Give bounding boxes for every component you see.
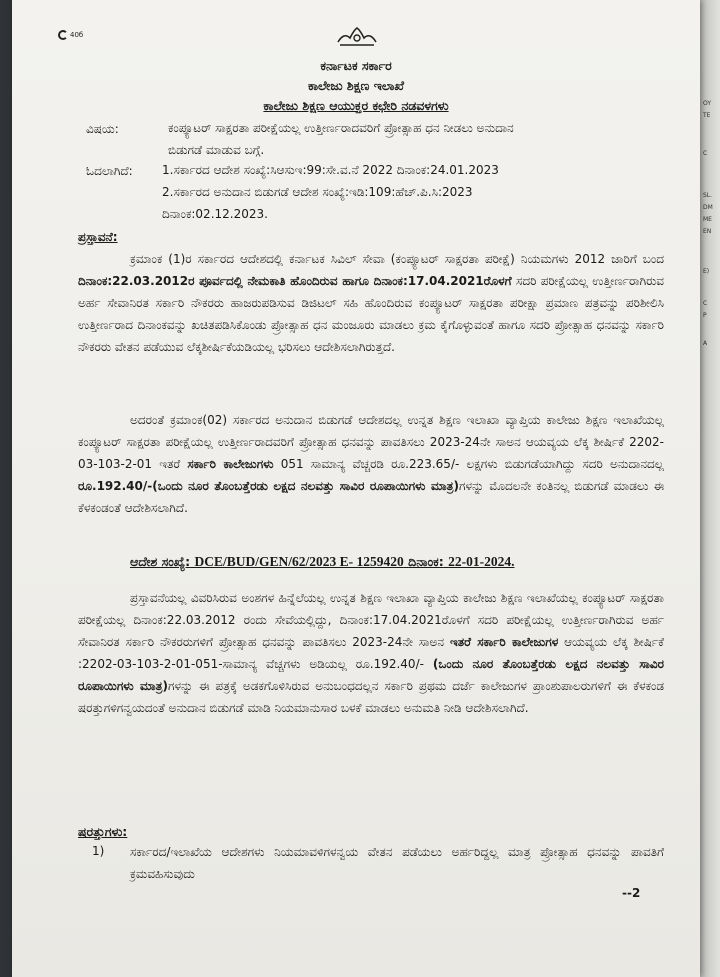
condition-text: ಸರ್ಕಾರದ/ಇಲಾಖೆಯ ಆದೇಶಗಳು ನಿಯಮಾವಳಿಗಳನ್ವಯ ವೇತನ ಪಡೆಯಲು ಅರ್ಹರಿದ್ದಲ್ಲ ಮಾತ್ರ ಪ್ರೋತ್ಸಾಹ ಧನವನ್ನು ಪಾವತಿಗೆ ಕ್ರಮವಹಿಸುವುದು bbox=[130, 845, 664, 881]
edge-text: A bbox=[703, 340, 708, 347]
document-page bbox=[12, 0, 700, 977]
reference-line-3: ದಿನಾಂಕ:02.12.2023. bbox=[162, 207, 268, 221]
department-title: ಕಾಲೇಜು ಶಿಕ್ಷಣ ಇಲಾಖೆ bbox=[307, 78, 405, 93]
reference-line-2: 2.ಸರ್ಕಾರದ ಅನುದಾನ ಬಿಡುಗಡೆ ಆದೇಶ ಸಂಖ್ಯೆ:ಇಡಿ:109:ಹೆಚ್.ಪಿ.ಸಿ:2023 bbox=[162, 185, 473, 199]
edge-text: C bbox=[703, 150, 708, 157]
order-number: ಆದೇಶ ಸಂಖ್ಯೆ: DCE/BUD/GEN/62/2023 E- 1259420 ದಿನಾಂಕ: 22-01-2024. bbox=[130, 554, 515, 569]
subject-line-1: ಕಂಪ್ಯೂಟರ್ ಸಾಕ್ಷರತಾ ಪರೀಕ್ಷೆಯಲ್ಲ ಉತ್ತೀರ್ಣರಾದವರಿಗೆ ಪ್ರೋತ್ಸಾಹ ಧನ ನೀಡಲು ಅನುದಾನ bbox=[168, 121, 514, 135]
edge-text: OY bbox=[703, 100, 712, 107]
order-paragraph: ಪ್ರಸ್ತಾವನೆಯಲ್ಲ ವಿವರಿಸಿರುವ ಅಂಶಗಳ ಹಿನ್ನೆಲೆಯಲ್ಲ ಉನ್ನತ ಶಿಕ್ಷಣ ಇಲಾಖಾ ವ್ಯಾಪ್ತಿಯ ಕಾಲೇಜು ಶಿಕ್ಷಣ ಇಲಾಖೆಯಲ್ಲ ಕಂಪ್ಯೂಟರ್ ಸಾಕ್ಷರತಾ ಪರೀಕ್ಷೆಯಲ್ಲ ದಿನಾಂಕ:22.03.2012 ರಂದು ಸೇವೆಯಲ್ಲಿದ್ದು, ದಿನಾಂಕ:17.04.2021ರೊಳಗೆ ಸದರಿ ಪರೀಕ್ಷೆಯಲ್ಲ ಉತ್ತೀರ್ಣರಾಗಿರುವ ಅರ್ಹ ಸೇವಾನಿರತ ಸರ್ಕಾರಿ ನೌಕರರುಗಳಿಗೆ ಪ್ರೋತ್ಸಾಹ ಧನವನ್ನು ಪಾವತಿಸಲು 2023-24ನೇ ಸಾಅನ ಇತರೆ ಸರ್ಕಾರಿ ಕಾಲೇಜುಗಳ ಆಯವ್ಯಯ ಲೆಕ್ಕ ಶೀರ್ಷಿಕೆ :2202-03-103-2-01-051-ಸಾಮಾನ್ಯ ವೆಚ್ಚಗಳು ಅಡಿಯಲ್ಲ ರೂ.192.40/- (ಒಂದು ನೂರ ತೊಂಬತ್ತೆರಡು ಲಕ್ಷದ ನಲವತ್ತು ಸಾವಿರ ರೂಪಾಯಿಗಳು ಮಾತ್ರ)ಗಳನ್ನು ಈ ಪತ್ರಕ್ಕೆ ಅಡಕಗೊಳಿಸಿರುವ ಅನುಬಂಧದಲ್ಲನ ಸರ್ಕಾರಿ ಪ್ರಥಮ ದರ್ಜೆ ಕಾಲೇಜುಗಳ ಪ್ರಾಂಶುಪಾಲರುಗಳಿಗೆ ಈ ಕೆಳಕಂಡ ಷರತ್ತುಗಳಿಗನ್ವಯದಂತೆ ಅನುದಾನ ಬಿಡುಗಡೆ ಮಾಡಿ ನಿಯಮಾನುಸಾರ ಬಳಕೆ ಮಾಡಲು ಅನುಮತಿ ನೀಡಿ ಆದೇಶಿಸಲಾಗಿದೆ. bbox=[78, 591, 665, 715]
edge-text: E) bbox=[703, 268, 710, 275]
state-emblem-icon bbox=[332, 24, 382, 48]
page-marker-icon bbox=[58, 30, 68, 40]
conditions-heading: ಷರತ್ತುಗಳು: bbox=[78, 824, 128, 839]
preamble-paragraph-1: ಕ್ರಮಾಂಕ (1)ರ ಸರ್ಕಾರದ ಆದೇಶದಲ್ಲಿ ಕರ್ನಾಟಕ ಸಿವಿಲ್ ಸೇವಾ (ಕಂಪ್ಯೂಟರ್ ಸಾಕ್ಷರತಾ ಪರೀಕ್ಷೆ) ನಿಯಮಗಳು 2012 ಜಾರಿಗೆ ಬಂದ ದಿನಾಂಕ:22.03.2012ರ ಪೂರ್ವದಲ್ಲಿ ನೇಮಕಾತಿ ಹೊಂದಿರುವ ಹಾಗೂ ದಿನಾಂಕ:17.04.2021ರೊಳಗೆ ಸದರಿ ಪರೀಕ್ಷೆಯಲ್ಲ ಉತ್ತೀರ್ಣರಾಗಿರುವ ಅರ್ಹ ಸೇವಾನಿರತ ಸರ್ಕಾರಿ ನೌಕರರು ಹಾಜರುಪಡಿಸುವ ಡಿಜಿಟಲ್ ಸಹಿ ಹೊಂದಿರುವ ಕಂಪ್ಯೂಟರ್ ಸಾಕ್ಷರತಾ ಪರೀಕ್ಷಾ ಪ್ರಮಾಣ ಪತ್ರವನ್ನು ಪರಿಶೀಲಿಸಿ ಉತ್ತೀರ್ಣರಾದ ದಿನಾಂಕವನ್ನು ಖಚಿತಪಡಿಸಿಕೊಂಡು ಪ್ರೋತ್ಸಾಹ ಧನ ಮಂಜೂರು ಮಾಡಲು ಕ್ರಮ ಕೈಗೊಳ್ಳುವಂತೆ ಹಾಗೂ ಸದರಿ ಪ್ರೋತ್ಸಾಹ ಧನವನ್ನು ಸರ್ಕಾರಿ ನೌಕರರು ವೇತನ ಪಡೆಯುವ ಲೆಕ್ಕಶೀರ್ಷಿಕೆಯಡಿಯಲ್ಲ ಭರಿಸಲು ಆದೇಶಿಸಲಾಗಿರುತ್ತದೆ. bbox=[78, 252, 664, 354]
edge-text: TE bbox=[703, 112, 711, 119]
government-title: ಕರ್ನಾಟಕ ಸರ್ಕಾರ bbox=[320, 58, 392, 73]
page-marker: 40б bbox=[58, 30, 83, 40]
edge-text: SL. bbox=[703, 192, 713, 199]
preamble-heading: ಪ್ರಸ್ತಾವನೆ: bbox=[78, 230, 118, 244]
subject-label: ವಿಷಯ: bbox=[86, 122, 119, 136]
edge-text: EN bbox=[703, 228, 712, 235]
office-proceedings-title: ಕಾಲೇಜು ಶಿಕ್ಷಣ ಆಯುಕ್ತರ ಕಛೇರಿ ನಡವಳಗಳು bbox=[263, 98, 449, 113]
preamble-paragraph-2: ಅದರಂತೆ ಕ್ರಮಾಂಕ(02) ಸರ್ಕಾರದ ಅನುದಾನ ಬಿಡುಗಡೆ ಆದೇಶದಲ್ಲ ಉನ್ನತ ಶಿಕ್ಷಣ ಇಲಾಖಾ ವ್ಯಾಪ್ತಿಯ ಕಾಲೇಜು ಶಿಕ್ಷಣ ಇಲಾಖೆಯಲ್ಲ ಕಂಪ್ಯೂಟರ್ ಸಾಕ್ಷರತಾ ಪರೀಕ್ಷೆಯಲ್ಲ ಉತ್ತೀರ್ಣರಾದವರಿಗೆ ಪ್ರೋತ್ಸಾಹ ಧನವನ್ನು ಪಾವತಿಸಲು 2023-24ನೇ ಸಾಅನ ಆಯವ್ಯಯ ಲೆಕ್ಕ ಶೀರ್ಷಿಕೆ 2202-03-103-2-01 ಇತರೆ ಸರ್ಕಾರಿ ಕಾಲೇಜುಗಳು 051 ಸಾಮಾನ್ಯ ವೆಚ್ಚರಡಿ ರೂ.223.65/- ಲಕ್ಷಗಳು ಬಿಡುಗಡೆಯಾಗಿದ್ದು ಸದರಿ ಅನುದಾನದಲ್ಲ ರೂ.192.40/-(ಒಂದು ನೂರ ತೊಂಬತ್ತೆರಡು ಲಕ್ಷದ ನಲವತ್ತು ಸಾವಿರ ರೂಪಾಯಿಗಳು ಮಾತ್ರ)ಗಳನ್ನು ಮೊದಲನೇ ಕಂತಿನಲ್ಲ ಬಿಡುಗಡೆ ಮಾಡಲು ಈ ಕೆಳಕಂಡಂತೆ ಆದೇಶಿಸಲಾಗಿದೆ. bbox=[78, 413, 664, 515]
reference-line-1: 1.ಸರ್ಕಾರದ ಆದೇಶ ಸಂಖ್ಯೆ:ಸಿಆಸುಇ:99:ಸೇ.ವ.ನೆ 2022 ದಿನಾಂಕ:24.01.2023 bbox=[162, 163, 499, 177]
edge-text: ME bbox=[703, 216, 712, 223]
edge-text: P bbox=[703, 312, 707, 319]
next-page-mark: --2 bbox=[622, 886, 641, 900]
subject-line-2: ಬಿಡುಗಡೆ ಮಾಡುವ ಬಗ್ಗೆ. bbox=[168, 143, 265, 157]
condition-number: 1) bbox=[92, 844, 105, 858]
edge-text: DM bbox=[703, 204, 713, 211]
adjacent-page-edge bbox=[700, 0, 720, 977]
reference-label: ಓದಲಾಗಿದೆ: bbox=[86, 164, 133, 178]
edge-text: C bbox=[703, 300, 708, 307]
